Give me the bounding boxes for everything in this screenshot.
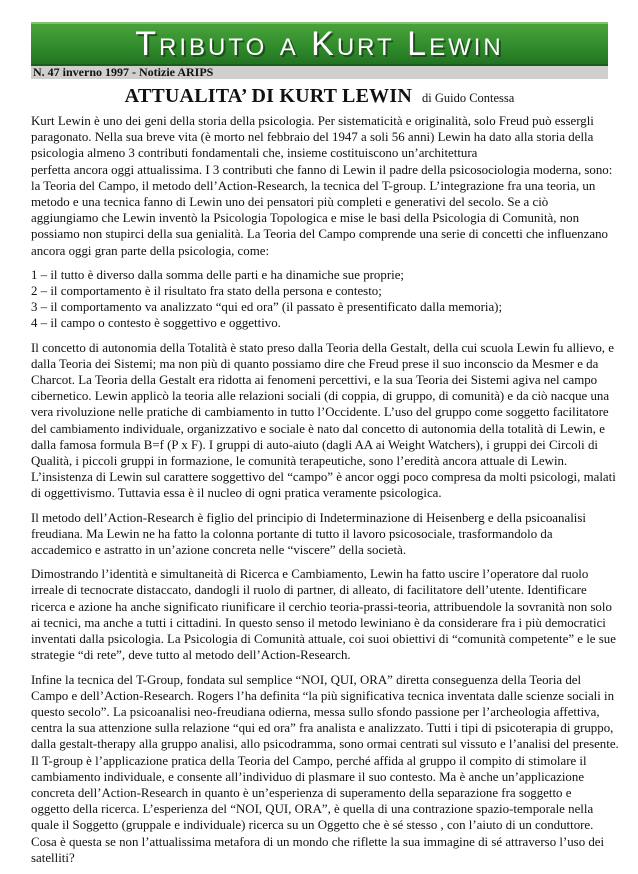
text-line: strategie “di rete”, deve tutto al metodo dell’Action-Research. [31, 648, 351, 663]
article-header [31, 85, 608, 108]
text-line: di oggettivismo. Tuttavia essa è il nucleo di ogni pratica veramente psicologica. [31, 486, 442, 501]
text-line: centra la sua attenzione sulla relazione “qui ed ora” fra analista e analizzato. Tutti i tipi di psicoterapia di gruppo, [31, 721, 614, 736]
text-line: irreale di tecnocrate distaccato, dandogli il ruolo di partner, di alleato, di facilitatore dell’utente. Identificare [31, 583, 587, 598]
text-line: Il T-group è l’applicazione pratica della Teoria del Campo, perché affida al gruppo il compito di stimolare il [31, 753, 587, 768]
text-line: Il concetto di autonomia della Totalità è stato preso dalla Teoria della Gestalt, della cui scuola Lewin fu allievo, e [31, 340, 614, 355]
text-line: del cambiamento individuale, organizzativo e sociale è nato dal concetto di autonomia della totalità di Lewin, e [31, 421, 605, 436]
text-line: inventati dalla psicologia. La Psicologia di Comunità attuale, coi suoi obiettivi di “comunità competente” e le sue [31, 632, 616, 647]
text-line: dalla famosa formula B=f (P x F). I gruppi di auto-aiuto (dagli AA ai Weight Watchers), i gruppi dei Circoli di [31, 437, 599, 452]
banner-title: Tributo a Kurt Lewin [135, 24, 504, 63]
paragraph [31, 113, 611, 259]
article-byline: di Guido Contessa [421, 91, 515, 105]
text-line: psicologia almeno 3 contributi fondamentali che, insieme costituiscono un’architettura [31, 146, 478, 161]
text-line: Kurt Lewin è uno dei geni della storia della psicologia. Per sistematicità e originalità, solo Freud può essergli [31, 114, 594, 128]
article-title: ATTUALITA’ DI KURT LEWIN [124, 85, 412, 107]
list-item: 2 – il comportamento è il risultato fra stato della persona e contesto; [31, 284, 382, 299]
text-line: concreta dell’Action-Research in quanto è un’esperienza di superamento della separazione fra soggetto e [31, 785, 572, 800]
text-line: Dimostrando l’identità e simultaneità di Ricerca e Cambiamento, Lewin ha fatto uscire l’operatore dal ruolo [31, 567, 589, 582]
paragraph [31, 672, 619, 866]
text-line: Qualità, i piccoli gruppi in formazione, le comunità terapeutiche, sono l’eredità ancora attuale di Lewin. [31, 454, 568, 469]
text-line: dalla gestalt-therapy alla gruppo analisi, allo psicodramma, sono ormai centrati sul vissuto e l’analisi del presente. [31, 737, 619, 752]
title-banner [31, 22, 608, 66]
text-line: Charcot. La Teoria della Gestalt era ridotta ai fenomeni percettivi, e la sua Teoria dei Sistemi agiva nel campo [31, 373, 598, 388]
text-line: dalla Teoria dei Sistemi; ma non più di quanto possiamo dire che Freud prese il suo inconscio da Mesmer e da [31, 356, 599, 371]
text-line: vera rivoluzione nelle pratiche di cambiamento in tutto l’Occidente. L’uso del gruppo come soggetto facilitatore [31, 405, 609, 420]
text-line: Il metodo dell’Action-Research è figlio del principio di Indeterminazione di Heisenberg e della psicoanalisi [31, 510, 586, 525]
text-line: aggiungiamo che Lewin inventò la Psicologia Topologica e mise le basi della Psicologia di Comunità, non [31, 211, 580, 226]
paragraph [31, 510, 611, 559]
text-line: ricerca e azione ha anche significato riunificare il cerchio teoria-prassi-teoria, attribuendole la sovranità non solo [31, 599, 612, 614]
text-line: oggetto della ricerca. L’esperienza del “NOI, QUI, ORA”, è quella di una contrazione spazio-temporale nella [31, 802, 594, 817]
text-line: L’insistenza di Lewin sul carattere soggettivo del “campo” è ancor oggi poco compresa da molti psicologi, malati [31, 470, 616, 485]
text-line: satelliti? [31, 850, 75, 865]
text-line: paragonato. Nella sua breve vita (è morto nel febbraio del 1947 a soli 56 anni) Lewin ha dato alla storia della [31, 130, 594, 145]
list-item: 1 – il tutto è diverso dalla somma delle parti e ha dinamiche sue proprie; [31, 267, 405, 282]
list-item: 4 – il campo o contesto è soggettivo e oggettivo. [31, 316, 281, 331]
text-line: perfetta ancora oggi attualissima. I 3 contributi che fanno di Lewin il padre della psicosociologia moderna, sono: [31, 162, 613, 177]
text-line: Infine la tecnica del T-Group, fondata sul semplice “NOI, QUI, ORA” diretta conseguenza della Teoria del [31, 672, 582, 687]
text-line: accademico e astratto in un’azione concreta nelle “viscere” della società. [31, 543, 407, 558]
paragraph [31, 566, 616, 663]
text-line: quale il Soggetto (gruppale e individuale) ricerca su un Oggetto che è sé stesso , con l’aiuto di un conduttore. [31, 818, 594, 833]
text-line: Campo e dell’Action-Research. Rogers l’ha definita “la più significativa tecnica inventata dalle scienze sociali in [31, 688, 615, 703]
text-line: Cosa è questa se non l’attualissima metafora di un mondo che riflette la sua immagine di sé attraverso l’uso dei [31, 834, 605, 849]
article-body [31, 113, 619, 874]
issue-info-bar: N. 47 inverno 1997 - Notizie ARIPS [31, 66, 608, 79]
text-line: cibernetico. Lewin applicò la teoria alle relazioni sociali (di coppia, di gruppo, di comunità) e da ciò nacque una [31, 389, 610, 404]
text-line: ai tecnici, ma anche a tutti i cittadini. In questo senso il metodo lewiniano è da considerare fra i più democratici [31, 615, 606, 630]
text-line: metodo e una tecnica fanno di Lewin uno dei pensatori più completi e generativi del secolo. Se a ciò [31, 195, 549, 210]
text-line: cambiamento individuale, e consente all’individuo di plasmare il suo contesto. Ma è anche un’applicazione [31, 769, 585, 784]
text-line: freudiana. Ma Lewin ne ha fatto la colonna portante di tutto il lavoro psicosociale, trasformandolo da [31, 526, 553, 541]
list-item: 3 – il comportamento va analizzato “qui ed ora” (il passato è presentificato dalla memoria); [31, 300, 503, 315]
concept-list [31, 267, 611, 332]
text-line: questo secolo”. La psicoanalisi neo-freudiana odierna, messa sullo sfondo passione per l’archeologia affettiva, [31, 704, 600, 719]
paragraph [31, 340, 616, 502]
text-line: la Teoria del Campo, il metodo dell’Action-Research, la tecnica del T-group. L’integrazione fra una teoria, un [31, 178, 596, 193]
text-line: ancora oggi gran parte della psicologia, come: [31, 243, 270, 258]
text-line: possiamo non stupirci della sua genialità. La Teoria del Campo comprende una serie di concetti che influenzano [31, 227, 608, 242]
